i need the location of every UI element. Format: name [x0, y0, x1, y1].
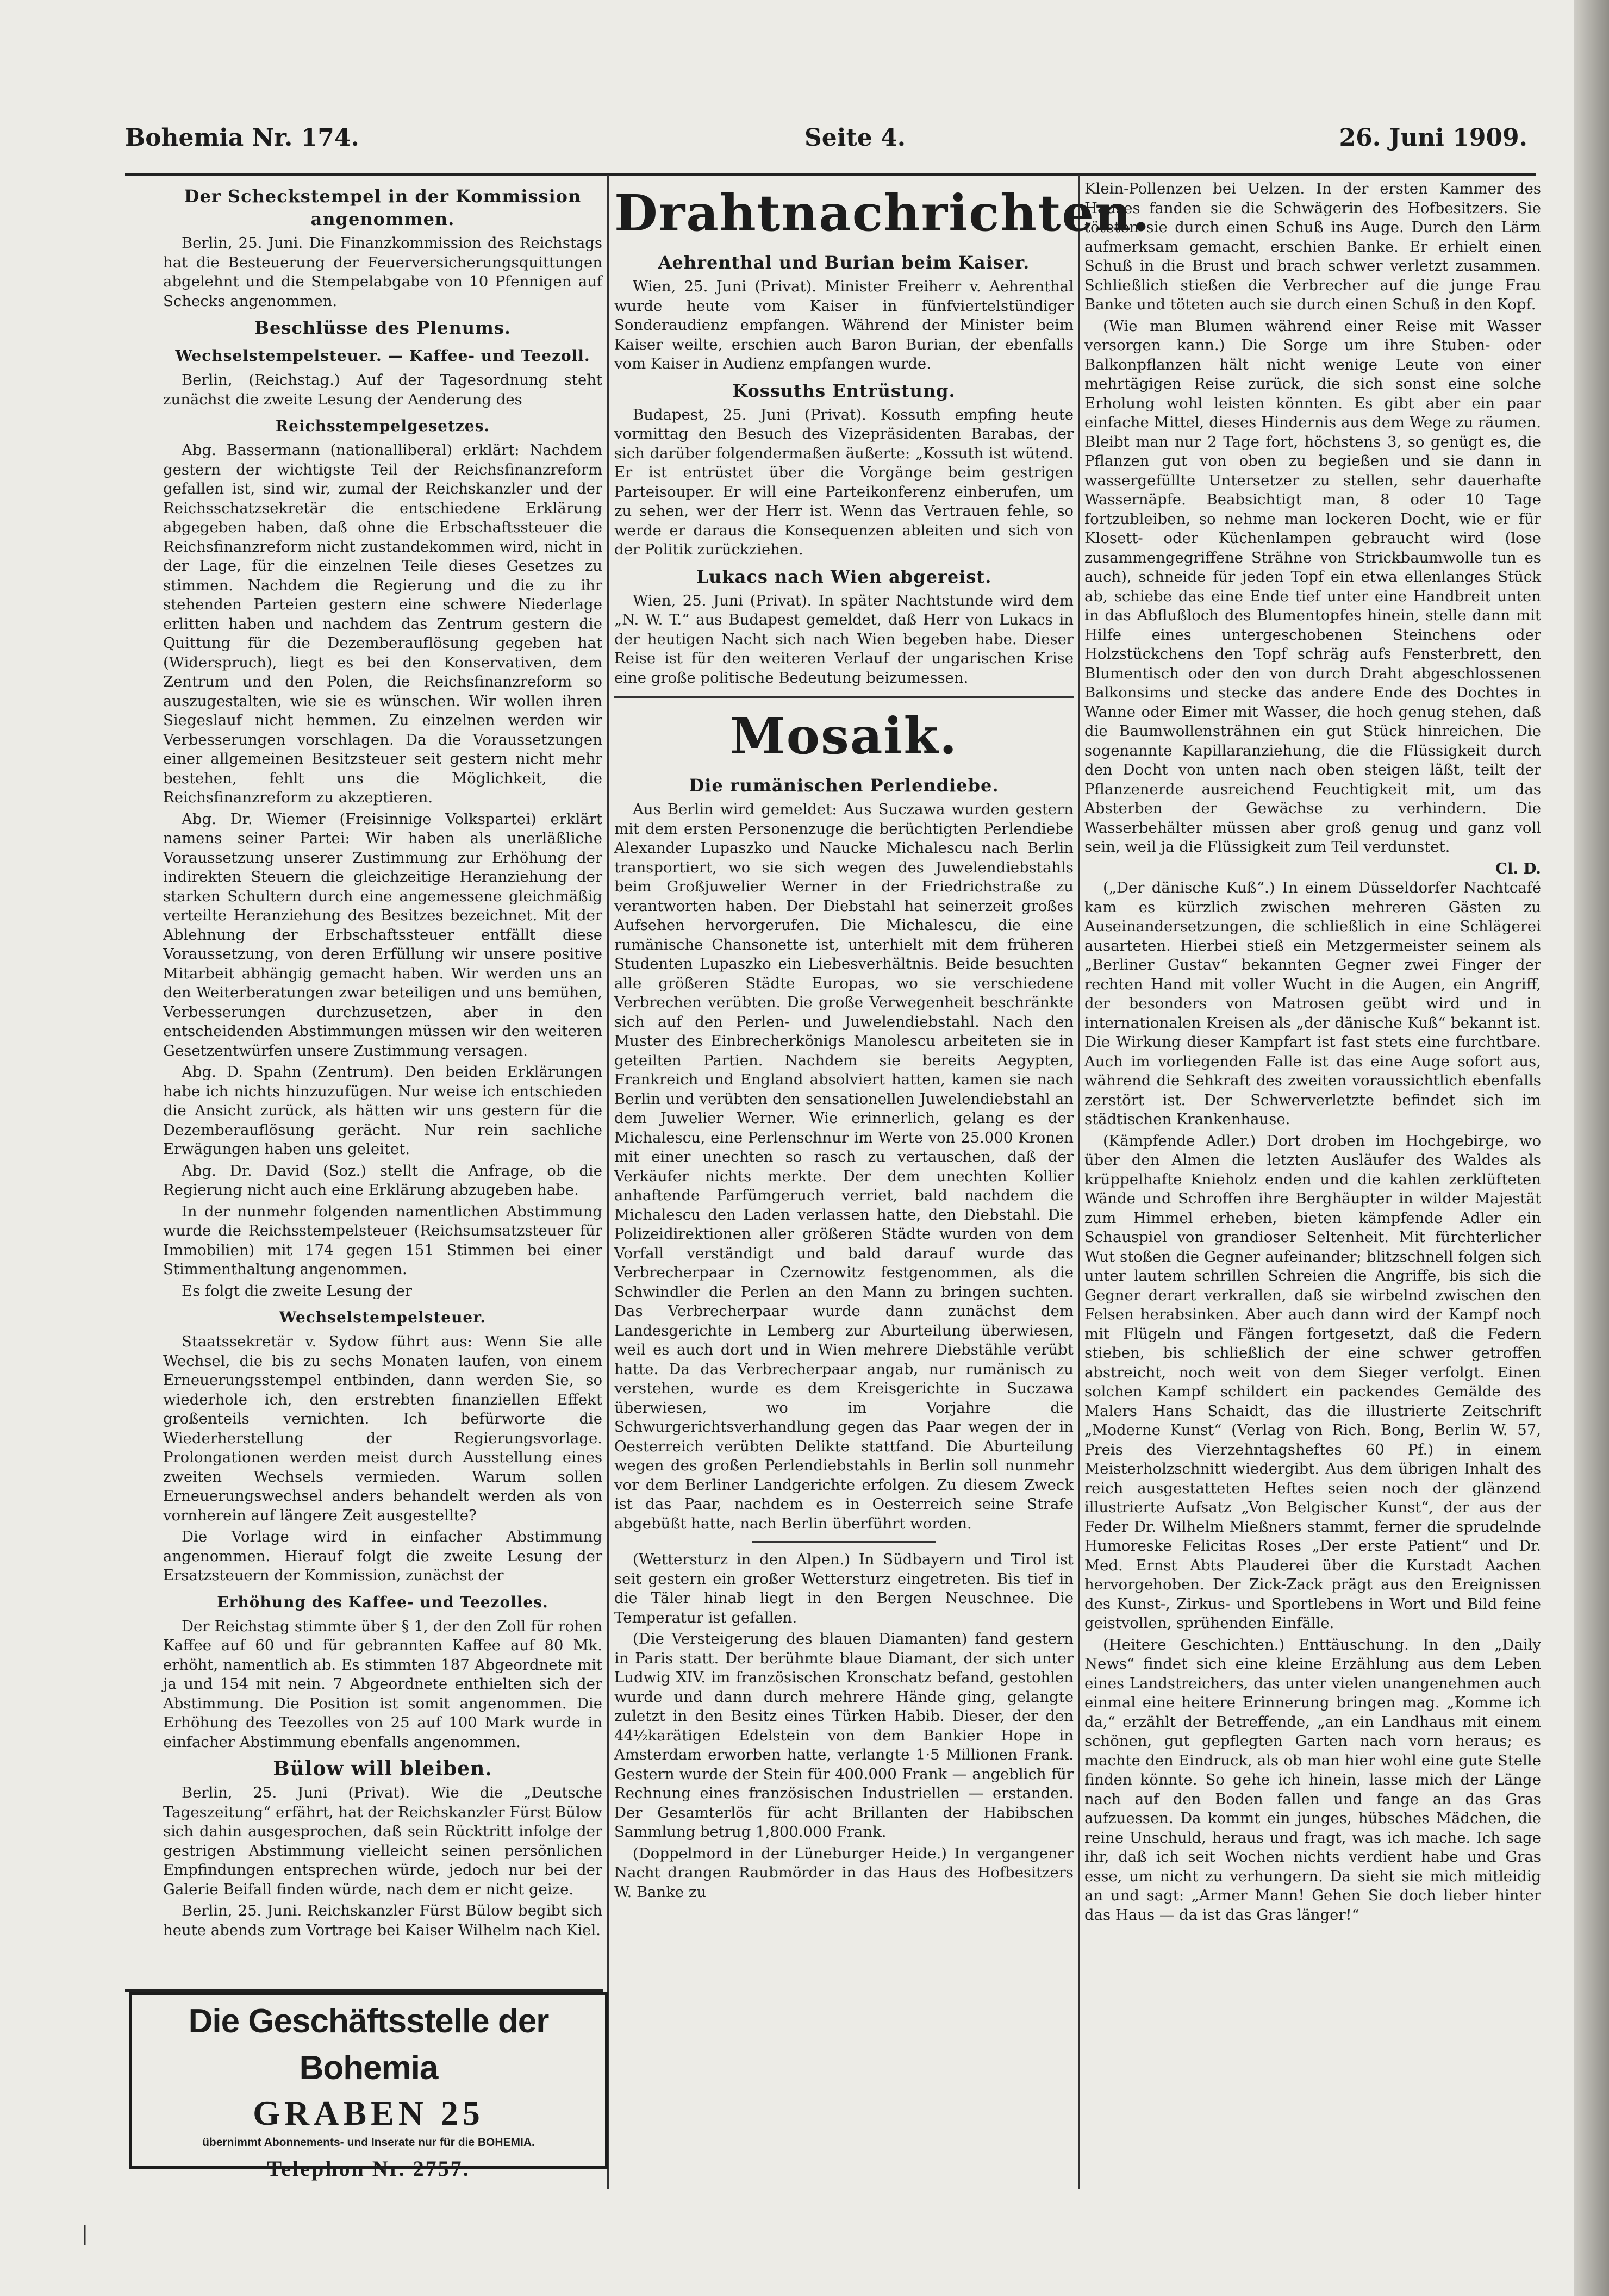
column-rule-1 [607, 175, 609, 2189]
article-paragraph: Berlin, (Reichstag.) Auf der Tagesordnung steht zunächst die zweite Lesung der Aenderung des [163, 371, 602, 408]
column-1 [163, 179, 602, 1984]
article-headline-lukacs: Lukacs nach Wien abgereist. [696, 566, 992, 587]
article-paragraph: Berlin, 25. Juni. Die Finanzkommission des Reichstags hat die Besteuerung der Feuerversicherungsquittungen abgelehnt und die Stempelabgabe von 10 Pfennigen auf Schecks angenommen. [163, 234, 602, 310]
scan-mark: | [82, 2223, 89, 2245]
subheadline-kaffee-teezoll: Erhöhung des Kaffee- und Teezolles. [217, 1593, 548, 1611]
column-rule-2 [1078, 175, 1080, 2189]
section-title-mosaik: Mosaik. [729, 707, 958, 765]
article-headline-scheckstempel: Der Scheckstempel in der Kommission angenommen. [184, 186, 582, 229]
scan-edge-shadow [1574, 0, 1609, 2296]
article-paragraph: (Doppelmord in der Lüneburger Heide.) In vergangener Nacht drangen Raubmörder in das Haus des Hofbesitzers W. Banke zu [614, 1844, 1074, 1901]
page-header [125, 124, 1527, 162]
subheadline-wechselstempel-kaffee: Wechselstempelsteuer. — Kaffee- und Teezoll. [175, 347, 590, 365]
section-divider [614, 696, 1074, 698]
column-2 [614, 179, 1151, 2191]
article-paragraph: Berlin, 25. Juni (Privat). Wie die „Deutsche Tageszeitung“ erfährt, hat der Reichskanzler Fürst Bülow sich dahin ausgesprochen, daß sein Rücktritt infolge der gestrigen Abstimmung vielleicht seinen persönlichen Empfindungen entsprechen würde, jedoch nur bei der Galerie Beifall finden würde, nach dem er nicht geize. [163, 1784, 602, 1898]
article-paragraph: Wien, 25. Juni (Privat). In später Nachtstunde wird dem „N. W. T.“ aus Budapest gemeldet, daß Herr von Lukacs in der heutigen Nacht sich nach Wien begeben habe. Dieser Reise ist für den weiteren Verlauf der ungarischen Krise eine große politische Bedeutung beizumessen. [614, 591, 1074, 687]
article-paragraph: Es folgt die zweite Lesung der [182, 1282, 412, 1300]
advert-top-rule [125, 1989, 603, 1992]
advert-title: Die Geschäftsstelle der Bohemia [188, 2002, 549, 2087]
article-paragraph: (Wie man Blumen während einer Reise mit Wasser versorgen kann.) Die Sorge um ihre Stuben- oder Balkonpflanzen hält nicht wenige Leute von einer mehrtägigen Reise zurück, die sich sonst eine solche Erholung wohl leisten könnten. Es gibt aber ein paar einfache Mittel, dieses Hindernis aus dem Wege zu räumen. Bleibt man nur 2 Tage fort, höchstens 3, so genügt es, die Pflanzen gut von oben zu begießen und sie dann in wassergefüllte Untersetzer zu stellen, sehr dauerhafte Wassernäpfe. Beabsichtigt man, 8 oder 10 Tage fortzubleiben, so nehme man lockeren Docht, wie er für Klosett- oder Küchenlampen gebraucht wird (lose zusammengegriffene Strähne von Strickbaumwolle tun es auch), schneide für jeden Topf ein etwa ellenlanges Stück ab, schiebe das eine Ende tief unter eine Handbreit unten in das Abflußloch des Blumentopfes hinein, stelle dann mit Hilfe eines untergeschobenen Steinchens oder Holzstückchens den Topf schräg aufs Fensterbrett, den Blumentisch oder den von durch Draht abgeschlossenen Balkonsims und stecke das andere Ende des Dochtes in Wanne oder Eimer mit Wasser, die hoch genug stehen, daß die Baumwollensträhnen ein gut Stück hinreichen. Die sogenannte Kapillaranziehung, die die Flüssigkeit durch den Docht von unten nach oben steigen läßt, teilt der Pflanzenerde ausreichend Feuchtigkeit mit, um das Absterben der Gewächse zu verhindern. Die Wasserbehälter müssen aber groß genug und ganz voll sein, weil ja die Flüssigkeit zum Teil verdunstet. [1084, 317, 1541, 856]
header-page-number: Seite 4. [804, 124, 906, 152]
article-paragraph: Die Vorlage wird in einfacher Abstimmung angenommen. Hierauf folgt die zweite Lesung der Ersatzsteuern der Kommission, zunächst der [163, 1528, 602, 1584]
article-paragraph: Aus Berlin wird gemeldet: Aus Suczawa wurden gestern mit dem ersten Personenzuge die berüchtigten Perlendiebe Alexander Lupaszko und Naucke Michalescu nach Berlin transportiert, wo sie sich wegen des Juwelendiebstahls beim Großjuwelier Werner in der Friedrichstraße zu verantworten haben. Der Diebstahl hat seinerzeit großes Aufsehen hervorgerufen. Die Michalescu, die eine rumänische Chansonette ist, unterhielt mit dem früheren Studenten Lupaszko ein Liebesverhältnis. Beide besuchten alle größeren Städte Europas, wo sie verschiedene Verbrechen verübten. Die große Verwegenheit beschränkte sich auf den Perlen- und Juwelendiebstahl. Nach den Muster des Einbrecherkönigs Manolescu arbeiteten sie in geteilten Partien. Nachdem sie bereits Aegypten, Frankreich und England absolviert hatten, kamen sie nach Berlin und verübten den sensationellen Juwelendiebstahl an dem Juwelier Werner. Wie erinnerlich, gelang es der Michalescu, eine Perlenschnur im Werte von 25.000 Kronen mit einer unechten so rasch zu vertauschen, daß der Verkäufer nichts merkte. Der dem unechten Kollier anhaftende Parfümgeruch verriet, bald nachdem die Michalescu den Laden verlassen hatte, den Diebstahl. Die Polizeidirektionen aller größeren Städte wurden von dem Vorfall verständigt und bald darauf wurde das Verbrecherpaar in Czernowitz festgenommen, als die Schwindler die Perlen an den Mann zu bringen suchten. Das Verbrecherpaar wurde dann zunächst dem Landesgerichte in Lemberg zur Aburteilung überwiesen, weil es auch dort und in Wien mehrere Diebstähle verübt hatte. Da das Verbrecherpaar angab, nur rumänisch zu verstehen, wurde es dem Kreisgerichte in Suczawa überwiesen, wo im Vorjahre die Schwurgerichtsverhandlung gegen das Paar wegen der in Oesterreich verübten Delikte stattfand. Die Aburteilung wegen des großen Perlendiebstahls in Berlin soll nunmehr vor dem Berliner Landgerichte erfolgen. Zu diesem Zweck ist das Paar, nachdem es in Oesterreich seine Strafe abgebüßt hatte, nach Berlin überführt worden. [614, 801, 1074, 1532]
article-paragraph: Abg. Bassermann (nationalliberal) erklärt: Nachdem gestern der wichtigste Teil der Reichsfinanzreform gefallen ist, sind wir, zumal der Reichskanzler und der Reichsschatzsekretär die entschiedene Erklärung abgegeben haben, daß ohne die Erbschaftssteuer die Reichsfinanzreform nicht zustandekommen wird, nicht in der Lage, für die einzelnen Teile dieses Gesetzes zu stimmen. Nachdem die Regierung und die zu ihr stehenden Parteien gestern eine schwere Niederlage erlitten haben und nachdem das Zentrum gestern die Quittung für die Dezemberauflösung gegeben hat (Widerspruch), liegt es bei den Konservativen, dem Zentrum und den Polen, die Reichsfinanzreform so auszugestalten, wie sie es wünschen. Wir wollen ihren Siegeslauf nicht hemmen. Zu einzelnen werden wir Verbesserungen vorschlagen. Da die Voraussetzungen einer allgemeinen Besitzsteuer seit gestern nicht mehr bestehen, fehlt uns die Möglichkeit, die Reichsfinanzreform zu akzeptieren. [163, 441, 602, 806]
column-3 [1084, 179, 1541, 2191]
article-paragraph: (Kämpfende Adler.) Dort droben im Hochgebirge, wo über den Almen die letzten Ausläufer des Waldes als krüppelhafte Knieholz enden und die kahlen zerklüfteten Wände und Schroffen ihre Berghäupter in wilder Majestät zum Himmel erheben, bieten kämpfende Adler ein Schauspiel von grandioser Seltenheit. Mit fürchterlicher Wut stoßen die Gegner aufeinander; blitzschnell folgen sich unter lautem schrillen Schreien die Angriffe, bis sich die Gegner derart verkrallen, daß sie wirbelnd zwischen den Felsen herabsinken. Aber auch dann wird der Kampf noch mit Flügeln und Fängen fortgesetzt, daß die Federn stieben, bis schließlich der eine schwer getroffen abstreicht, noch weit von dem Sieger verfolgt. Einen solchen Kampf schildert ein packendes Gemälde des Malers Hans Schaidt, das die illustrierte Zeitschrift „Moderne Kunst“ (Verlag von Rich. Bong, Berlin W. 57, Preis des Vierzehntagsheftes 60 Pf.) in einem Meisterholzschnitt wiedergibt. Aus dem übrigen Inhalt des reich ausgestatteten Heftes seien noch der glänzend illustrierte Aufsatz „Von Belgischer Kunst“, der aus der Feder Dr. Wilhelm Mießners stammt, ferner die sprudelnde Humoreske Felicitas Roses „Der erste Patient“ und Dr. Med. Ernst Abts Plauderei über die Kurstadt Aachen hervorgehoben. Der Zick-Zack prägt aus den Ereignissen des Kunst-, Zirkus- und Sportlebens in Wort und Bild feine geistvollen, sprühenden Einfälle. [1084, 1132, 1541, 1632]
section-title-drahtnachrichten: Drahtnachrichten. [614, 184, 1151, 242]
bohemia-office-advert [129, 1992, 608, 2181]
subheadline-wechselstempelsteuer: Wechselstempelsteuer. [279, 1308, 487, 1326]
article-headline-perlendiebe: Die rumänischen Perlendiebe. [689, 775, 999, 796]
article-paragraph: Klein-Pollenzen bei Uelzen. In der ersten Kammer des Hauses fanden sie die Schwägerin des Hofbesitzers. Sie töteten sie durch einen Schuß ins Auge. Durch den Lärm aufmerksam gemacht, erschien Banke. Er erhielt einen Schuß in die Brust und brach schwer verletzt zusammen. Schließlich stießen die Verbrecher auf die junge Frau Banke und töteten auch sie durch einen Schuß in den Kopf. [1084, 180, 1541, 313]
article-headline-kossuth: Kossuths Entrüstung. [732, 380, 956, 401]
article-paragraph: (Heitere Geschichten.) Enttäuschung. In den „Daily News“ findet sich eine kleine Erzählung aus dem Leben eines Landstreichers, das unter vielen unangenehmen auch einmal eine heitere Erinnerung bringen mag. „Komme ich da,“ erzählt der Betreffende, „an ein Landhaus mit einem schönen, gut gepflegten Garten nach vorn heraus; es machte den Eindruck, als ob man hier wohl eine gute Stelle finden könnte. So gehe ich hinein, lasse mich der Länge nach auf den Boden fallen und fange an das Gras aufzuessen. Da kommt ein junges, hübsches Mädchen, die reine Unschuld, heraus und fragt, was ich mache. Ich sage ihr, daß ich seit Wochen nichts verdient habe und Gras esse, um nicht zu verhungern. Da sieht sie mich mitleidig an und sagt: „Armer Mann! Gehen Sie doch lieber hinter das Haus — da ist das Gras länger!“ [1084, 1636, 1541, 1924]
header-rule [125, 173, 1536, 176]
article-paragraph: Abg. D. Spahn (Zentrum). Den beiden Erklärungen habe ich nichts hinzuzufügen. Nur weise ich entschieden die Ansicht zurück, als hätten wir uns gestern für die Dezemberauflösung gerächt. Nur rein sachliche Erwägungen haben uns geleitet. [163, 1063, 602, 1158]
article-paragraph: Budapest, 25. Juni (Privat). Kossuth empfing heute vormittag den Besuch des Vizepräsidenten Barabas, der sich darüber folgendermaßen äußerte: „Kossuth ist wütend. Er ist entrüstet über die Vorgänge beim gestrigen Parteisouper. Er will eine Parteikonferenz einberufen, um zu sehen, wer der Herr ist. Wenn das Vertrauen fehle, so werde er daraus die Konsequenzen ableiten und sich von der Politik zurückziehen. [614, 405, 1074, 558]
article-paragraph: („Der dänische Kuß“.) In einem Düsseldorfer Nachtcafé kam es kürzlich zwischen mehreren Gästen zu Auseinandersetzungen, die schließlich in eine Schlägerei ausarteten. Hierbei stieß ein Metzgermeister seinem als „Berliner Gustav“ bekannten Gegner zwei Finger der rechten Hand mit voller Wucht in die Augen, ein Angriff, der besonders von Matrosen geübt wird und in internationalen Kreisen als „der dänische Kuß“ bekannt ist. Die Wirkung dieser Kampfart ist fast stets eine furchtbare. Auch im vorliegenden Falle ist das eine Auge sofort aus, während die Sehkraft des zweiten voraussichtlich ebenfalls zerstört ist. Der Schwerverletzte befindet sich im städtischen Krankenhause. [1084, 879, 1541, 1128]
article-headline-aehrenthal: Aehrenthal und Burian beim Kaiser. [658, 252, 1030, 273]
header-date: 26. Juni 1909. [1339, 124, 1527, 152]
article-headline-buelow: Bülow will bleiben. [273, 1757, 492, 1780]
subheadline-plenum: Beschlüsse des Plenums. [254, 317, 512, 338]
article-paragraph: Abg. Dr. Wiemer (Freisinnige Volkspartei) erklärt namens seiner Partei: Wir haben als unerläßliche Voraussetzung unserer Zustimmung zur Erhöhung der indirekten Steuern die gleichzeitige Heranziehung der starken Schultern durch eine angemessene gleichmäßig verteilte Heranziehung des Besitzes bezeichnet. Mit der Ablehnung der Erbschaftssteuer entfällt diese Voraussetzung, von deren Erfüllung wir unsere positive Mitarbeit abhängig gemacht haben. Wir werden uns an den Weiterberatungen zwar beteiligen und uns bemühen, Verbesserungen durchzusetzen, aber in den entscheidenden Abstimmungen müssen wir den weiteren Gesetzentwürfen unsere Zustimmung versagen. [163, 810, 602, 1059]
article-paragraph: (Die Versteigerung des blauen Diamanten) fand gestern in Paris statt. Der berühmte blaue Diamant, der sich unter Ludwig XIV. im französischen Kronschatz befand, gestohlen wurde und dann durch mehrere Hände ging, gelangte zuletzt in den Besitz eines Türken Habib. Dieser, der den 44½karätigen Edelstein von dem Bankier Hope in Amsterdam erworben hatte, verlangte 1·5 Millionen Frank. Gestern wurde der Stein für 400.000 Frank — angeblich für Rechnung eines französischen Industriellen — erstanden. Der Gesamterlös für acht Brillanten der Habibschen Sammlung betrug 1,800.000 Frank. [614, 1630, 1074, 1840]
advert-address: GRABEN 25 [253, 2094, 484, 2132]
article-paragraph: In der nunmehr folgenden namentlichen Abstimmung wurde die Reichsstempelsteuer (Reichsumsatzsteuer für Immobilien) mit 174 gegen 151 Stimmen bei einer Stimmenthaltung angenommen. [163, 1202, 602, 1278]
article-paragraph: Abg. Dr. David (Soz.) stellt die Anfrage, ob die Regierung nicht auch eine Erklärung abzugeben habe. [163, 1162, 602, 1199]
author-signature: Cl. D. [1495, 859, 1541, 877]
article-paragraph: Berlin, 25. Juni. Reichskanzler Fürst Bülow begibt sich heute abends zum Vortrage bei Kaiser Wilhelm nach Kiel. [163, 1902, 602, 1939]
article-paragraph: Staatssekretär v. Sydow führt aus: Wenn Sie alle Wechsel, die bis zu sechs Monaten laufen, von einem Erneuerungsstempel entbinden, dann werden Sie, so wiederhole ich, den erstrebten finanziellen Effekt großenteils vernichten. Ich befürworte die Wiederherstellung der Regierungsvorlage. Prolongationen werden meist durch Ausstellung eines zweiten Wechsels vermieden. Warum sollen Erneuerungswechsel anders behandelt werden als von vornherein auf längere Zeit ausgestellte? [163, 1333, 602, 1524]
article-paragraph: Wien, 25. Juni (Privat). Minister Freiherr v. Aehrenthal wurde heute vom Kaiser in fünfviertelstündiger Sonderaudienz empfangen. Während der Minister beim Kaiser weilte, erschien auch Baron Burian, der ebenfalls vom Kaiser in Audienz empfangen wurde. [614, 278, 1074, 372]
advert-telephone: Telephon Nr. 2757. [267, 2156, 470, 2181]
subheadline-reichsstempelgesetz: Reichsstempelgesetzes. [275, 417, 490, 435]
advert-note: übernimmt Abonnements- und Inserate nur für die BOHEMIA. [202, 2136, 535, 2149]
article-paragraph: Der Reichstag stimmte über § 1, der den Zoll für rohen Kaffee auf 60 und für gebrannten Kaffee auf 80 Mk. erhöht, namentlich ab. Es stimmten 187 Abgeordnete mit ja und 154 mit nein. 7 Abgeordnete enthielten sich der Abstimmung. Die Position ist somit angenommen. Die Erhöhung des Teezolles von 25 auf 100 Mark wurde in einfacher Abstimmung ebenfalls angenommen. [163, 1617, 602, 1751]
article-paragraph: (Wettersturz in den Alpen.) In Südbayern und Tirol ist seit gestern ein großer Wettersturz eingetreten. Bis tief in die Täler hinab liegt in den Bergen Neuschnee. Die Temperatur ist gefallen. [614, 1551, 1074, 1626]
article-divider [752, 1541, 936, 1543]
header-masthead: Bohemia Nr. 174. [125, 124, 359, 152]
